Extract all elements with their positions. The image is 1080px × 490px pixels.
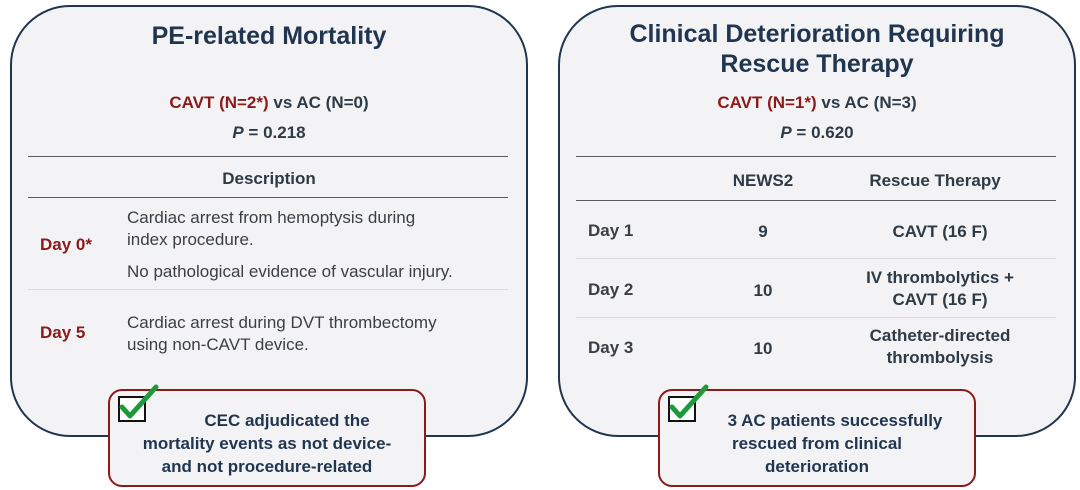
callout-line: mortality events as not device- bbox=[142, 434, 392, 453]
p-value bbox=[560, 123, 1074, 143]
cavt-count: CAVT (N=2*) bbox=[169, 93, 269, 112]
callout-line: CEC adjudicated the bbox=[204, 411, 370, 430]
comparison-line bbox=[560, 93, 1074, 113]
rescue-therapy bbox=[840, 267, 1040, 311]
therapy-line: CAVT (16 F) bbox=[892, 290, 988, 309]
desc-line: index procedure. bbox=[127, 230, 254, 249]
p-label: P bbox=[780, 123, 792, 142]
row-divider bbox=[576, 258, 1056, 259]
ac-count: vs AC (N=0) bbox=[268, 93, 369, 112]
therapy-line: IV thrombolytics + bbox=[866, 268, 1014, 287]
news2-score: 9 bbox=[758, 222, 768, 241]
title-line: Clinical Deterioration Requiring bbox=[629, 20, 1005, 48]
desc-line: Cardiac arrest from hemoptysis during bbox=[127, 208, 416, 227]
divider bbox=[28, 156, 508, 157]
row-day: Day 0* bbox=[40, 235, 92, 254]
row-divider bbox=[576, 317, 1056, 318]
row-day: Day 1 bbox=[588, 221, 634, 240]
rescue-callout bbox=[658, 389, 976, 487]
callout-text bbox=[110, 409, 424, 478]
p-label: P bbox=[232, 123, 244, 142]
therapy-line: CAVT (16 F) bbox=[892, 222, 988, 241]
therapy-line: thrombolysis bbox=[886, 348, 994, 367]
ac-count: vs AC (N=3) bbox=[816, 93, 917, 112]
row-day: Day 3 bbox=[588, 338, 634, 357]
therapy-line: Catheter-directed bbox=[869, 326, 1011, 345]
row-divider bbox=[28, 289, 508, 290]
col-header-rescue-therapy: Rescue Therapy bbox=[869, 171, 1001, 190]
row-description bbox=[127, 312, 437, 356]
row-day: Day 5 bbox=[40, 323, 86, 342]
panel-title: PE-related Mortality bbox=[151, 22, 387, 50]
divider bbox=[28, 197, 508, 198]
cavt-count: CAVT (N=1*) bbox=[717, 93, 817, 112]
news2-score: 10 bbox=[753, 281, 773, 300]
p-value bbox=[12, 123, 526, 143]
row-description bbox=[127, 207, 453, 283]
divider bbox=[576, 156, 1056, 157]
callout-text bbox=[660, 409, 974, 478]
news2-score: 10 bbox=[753, 339, 773, 358]
row-day: Day 2 bbox=[588, 280, 634, 299]
callout-line: rescued from clinical bbox=[731, 434, 903, 453]
comparison-line bbox=[12, 93, 526, 113]
panel-title bbox=[560, 19, 1074, 79]
callout-line: deterioration bbox=[765, 457, 869, 476]
desc-line: Cardiac arrest during DVT thrombectomy bbox=[127, 313, 437, 332]
desc-line: using non-CAVT device. bbox=[127, 335, 309, 354]
col-header-news2: NEWS2 bbox=[732, 171, 794, 190]
p-number: = 0.620 bbox=[791, 123, 854, 142]
callout-line: 3 AC patients successfully bbox=[727, 411, 943, 430]
deterioration-panel bbox=[558, 5, 1076, 437]
rescue-therapy bbox=[840, 325, 1040, 369]
rescue-therapy bbox=[840, 221, 1040, 243]
callout-line: and not procedure-related bbox=[161, 457, 373, 476]
title-line: Rescue Therapy bbox=[720, 50, 914, 78]
mortality-panel bbox=[10, 5, 528, 437]
col-header-description: Description bbox=[222, 169, 316, 188]
desc-line: No pathological evidence of vascular injury. bbox=[127, 262, 453, 281]
divider bbox=[576, 200, 1056, 201]
p-number: = 0.218 bbox=[243, 123, 306, 142]
mortality-callout bbox=[108, 389, 426, 487]
